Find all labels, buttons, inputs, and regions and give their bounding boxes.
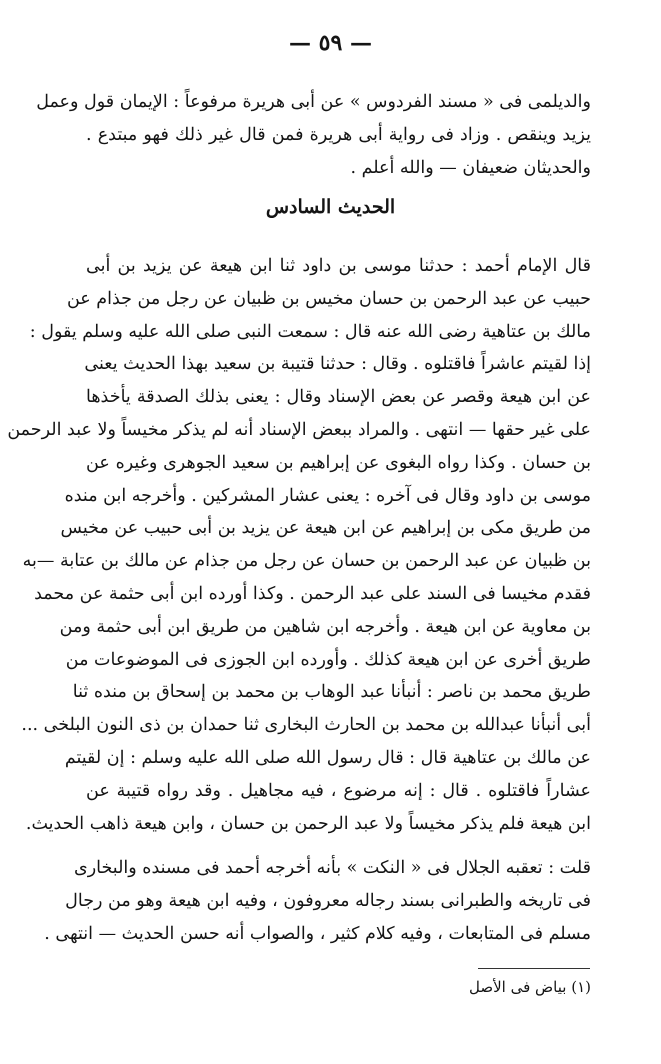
text-line: بن ظبيان عن عبد الرحمن بن حسان عن رجل من جذام عن مالك بن عتابة —به xyxy=(22,551,591,572)
text-line: أبى أنبأنا عبدالله بن محمد بن الحارث البخارى ثنا حمدان بن ذى النون البلخى ... xyxy=(21,715,591,736)
text-line: قال الإمام أحمد : حدثنا موسى بن داود ثنا ابن هيعة عن يزيد بن أبى xyxy=(86,256,591,276)
text-line: عشاراً فاقتلوه . قال : إنه مرضوع ، فيه مجاهيل . وقد رواه قتيبة عن xyxy=(86,780,591,801)
text-line: على غير حقها — انتهى . والمراد ببعض الإسناد أنه لم يذكر مخيساً ولا عبد الرحمن xyxy=(7,419,591,440)
text-line: بن حسان . وكذا رواه البغوى عن إبراهيم بن سعيد الجوهرى وغيره عن xyxy=(86,452,591,473)
page-number: — ٥٩ — xyxy=(289,30,372,56)
intro-paragraph xyxy=(36,86,591,184)
text-line: موسى بن داود وقال فى آخره : يعنى عشار المشركين . وأخرجه ابن منده xyxy=(64,485,591,506)
text-line: والحديثان ضعيفان — والله أعلم . xyxy=(350,157,591,178)
text-line: ابن هيعة فلم يذكر مخيساً ولا عبد الرحمن بن حسان ، وابن هيعة ذاهب الحديث. xyxy=(25,813,591,834)
text-line: مسلم فى المتابعات ، وفيه كلام كثير ، والصواب أنه حسن الحديث — انتهى . xyxy=(44,923,591,944)
text-line: حبيب عن عبد الرحمن بن حسان مخيس بن ظبيان عن رجل من جذام عن xyxy=(66,288,591,309)
text-line: عن ابن هيعة وقصر عن بعض الإسناد وقال : يعنى بذلك الصدقة يأخذها xyxy=(86,387,591,408)
section-title: الحديث السادس xyxy=(265,196,396,218)
main-paragraph xyxy=(7,250,591,840)
text-line: مالك بن عتاهية رضى الله عنه قال : سمعت النبى صلى الله عليه وسلم يقول : xyxy=(29,321,591,342)
footnote-divider xyxy=(478,968,590,969)
text-line: فقدم مخيسا فى السند على عبد الرحمن . وكذا أورده ابن أبى حثمة عن محمد xyxy=(34,583,591,604)
text-line: من طريق مكى بن إبراهيم عن ابن هيعة عن يزيد بن أبى حبيب عن مخيس xyxy=(60,518,591,539)
text-line: قلت : تعقبه الجلال فى « النكت » بأنه أخرجه أحمد فى مسنده والبخارى xyxy=(74,858,591,878)
text-line: طريق أخرى عن ابن هيعة كذلك . وأورده ابن الجوزى فى الموضوعات من xyxy=(65,649,591,670)
text-line: بن معاوية عن ابن هيعة . وأخرجه ابن شاهين من طريق ابن أبى حثمة ومن xyxy=(59,616,591,637)
text-line: إذا لقيتم عاشراً فاقتلوه . وقال : حدثنا قتيبة بن سعيد بهذا الحديث يعنى xyxy=(84,354,591,375)
closing-paragraph xyxy=(44,852,591,950)
text-line: والديلمى فى « مسند الفردوس » عن أبى هريرة مرفوعاً : الإيمان قول وعمل xyxy=(36,92,591,112)
text-line: يزيد وينقص . وزاد فى رواية أبى هريرة فمن قال غير ذلك فهو مبتدع . xyxy=(86,124,591,145)
text-line: طريق محمد بن ناصر : أنبأنا عبد الوهاب بن محمد بن إسحاق بن منده ثنا xyxy=(72,682,591,703)
text-line: عن مالك بن عتاهية قال : قال رسول الله صلى الله عليه وسلم : إن لقيتم xyxy=(64,747,591,768)
footnote: (١) بياض فى الأصل xyxy=(469,978,591,996)
text-line: فى تاريخه والطبرانى بسند رجاله معروفون ، وفيه ابن هيعة وهو من رجال xyxy=(65,890,591,911)
